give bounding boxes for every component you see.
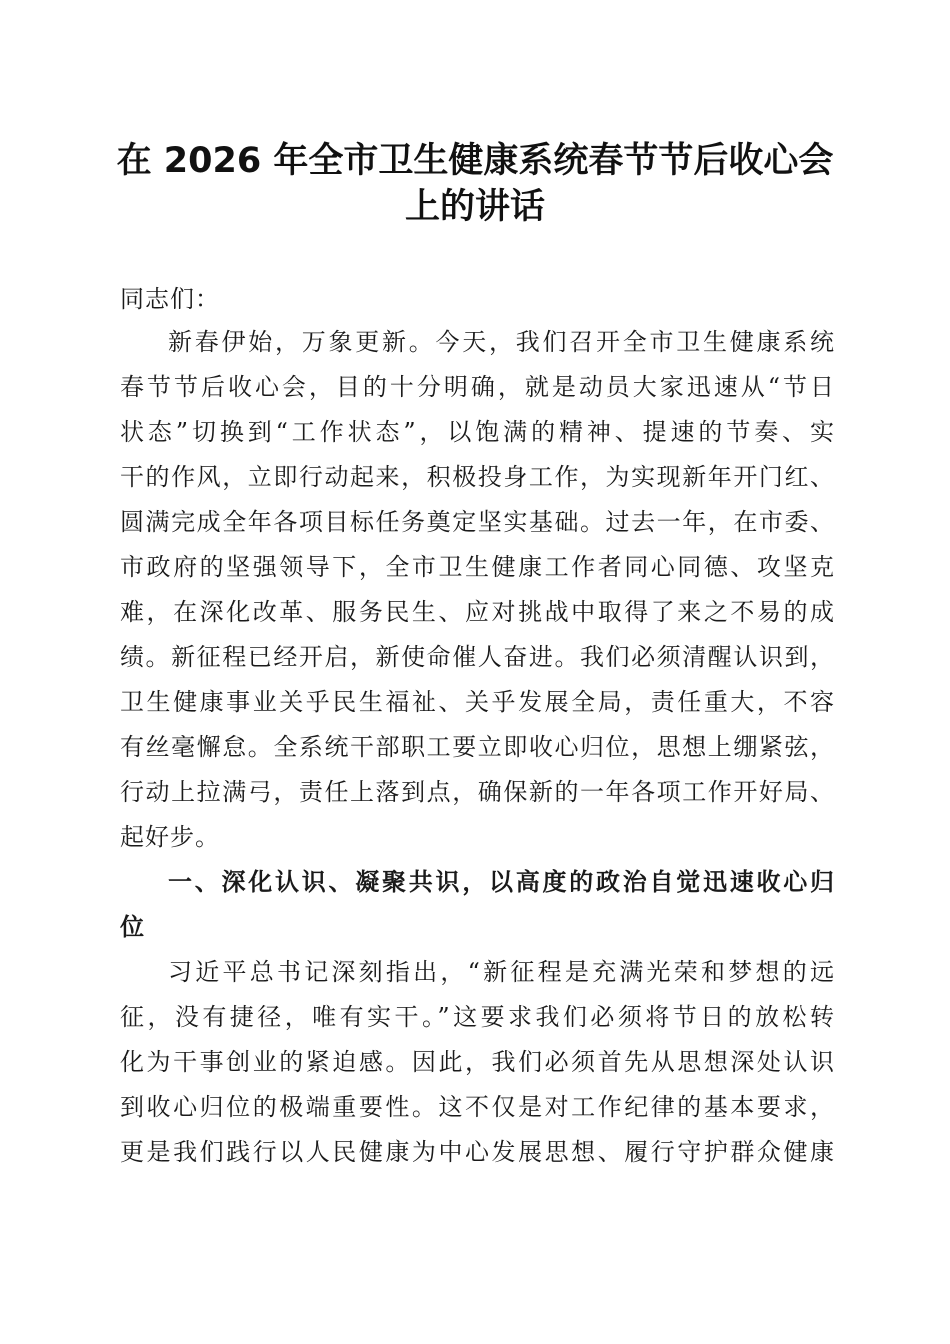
paragraph-2-line: 到收心归位的极端重要性。这不仅是对工作纪律的基本要求，	[120, 1093, 835, 1121]
section-heading-line-2: 位	[120, 913, 145, 941]
document-title-line-2: 上的讲话	[404, 187, 545, 227]
salutation: 同志们：	[120, 285, 220, 313]
paragraph-1-line: 干的作风，立即行动起来，积极投身工作，为实现新年开门红、	[120, 463, 835, 491]
paragraph-1-line: 起好步。	[120, 823, 220, 851]
paragraph-1-line: 状态”切换到“工作状态”，以饱满的精神、提速的节奏、实	[120, 418, 835, 446]
paragraph-1-line: 绩。新征程已经开启，新使命催人奋进。我们必须清醒认识到，	[120, 643, 835, 671]
document-title-line-1: 在 2026 年全市卫生健康系统春节节后收心会	[116, 141, 834, 181]
section-heading-line-1: 一、深化认识、凝聚共识，以高度的政治自觉迅速收心归	[168, 868, 835, 896]
paragraph-1-line: 圆满完成全年各项目标任务奠定坚实基础。过去一年，在市委、	[120, 508, 835, 536]
paragraph-1-line: 市政府的坚强领导下，全市卫生健康工作者同心同德、攻坚克	[120, 553, 835, 581]
paragraph-1-line: 春节节后收心会，目的十分明确，就是动员大家迅速从“节日	[120, 373, 835, 401]
paragraph-2-line: 习近平总书记深刻指出，“新征程是充满光荣和梦想的远	[168, 958, 835, 986]
paragraph-1-line: 行动上拉满弓，责任上落到点，确保新的一年各项工作开好局、	[120, 778, 835, 806]
paragraph-1-line: 难，在深化改革、服务民生、应对挑战中取得了来之不易的成	[120, 598, 835, 626]
paragraph-1-line: 新春伊始，万象更新。今天，我们召开全市卫生健康系统	[168, 328, 835, 356]
paragraph-2-line: 化为干事创业的紧迫感。因此，我们必须首先从思想深处认识	[120, 1048, 835, 1076]
paragraph-1-line: 有丝毫懈怠。全系统干部职工要立即收心归位，思想上绷紧弦，	[120, 733, 835, 761]
paragraph-1-line: 卫生健康事业关乎民生福祉、关乎发展全局，责任重大，不容	[120, 688, 835, 716]
paragraph-2-line: 征，没有捷径，唯有实干。”这要求我们必须将节日的放松转	[120, 1003, 835, 1031]
paragraph-2-line: 更是我们践行以人民健康为中心发展思想、履行守护群众健康	[120, 1138, 835, 1166]
